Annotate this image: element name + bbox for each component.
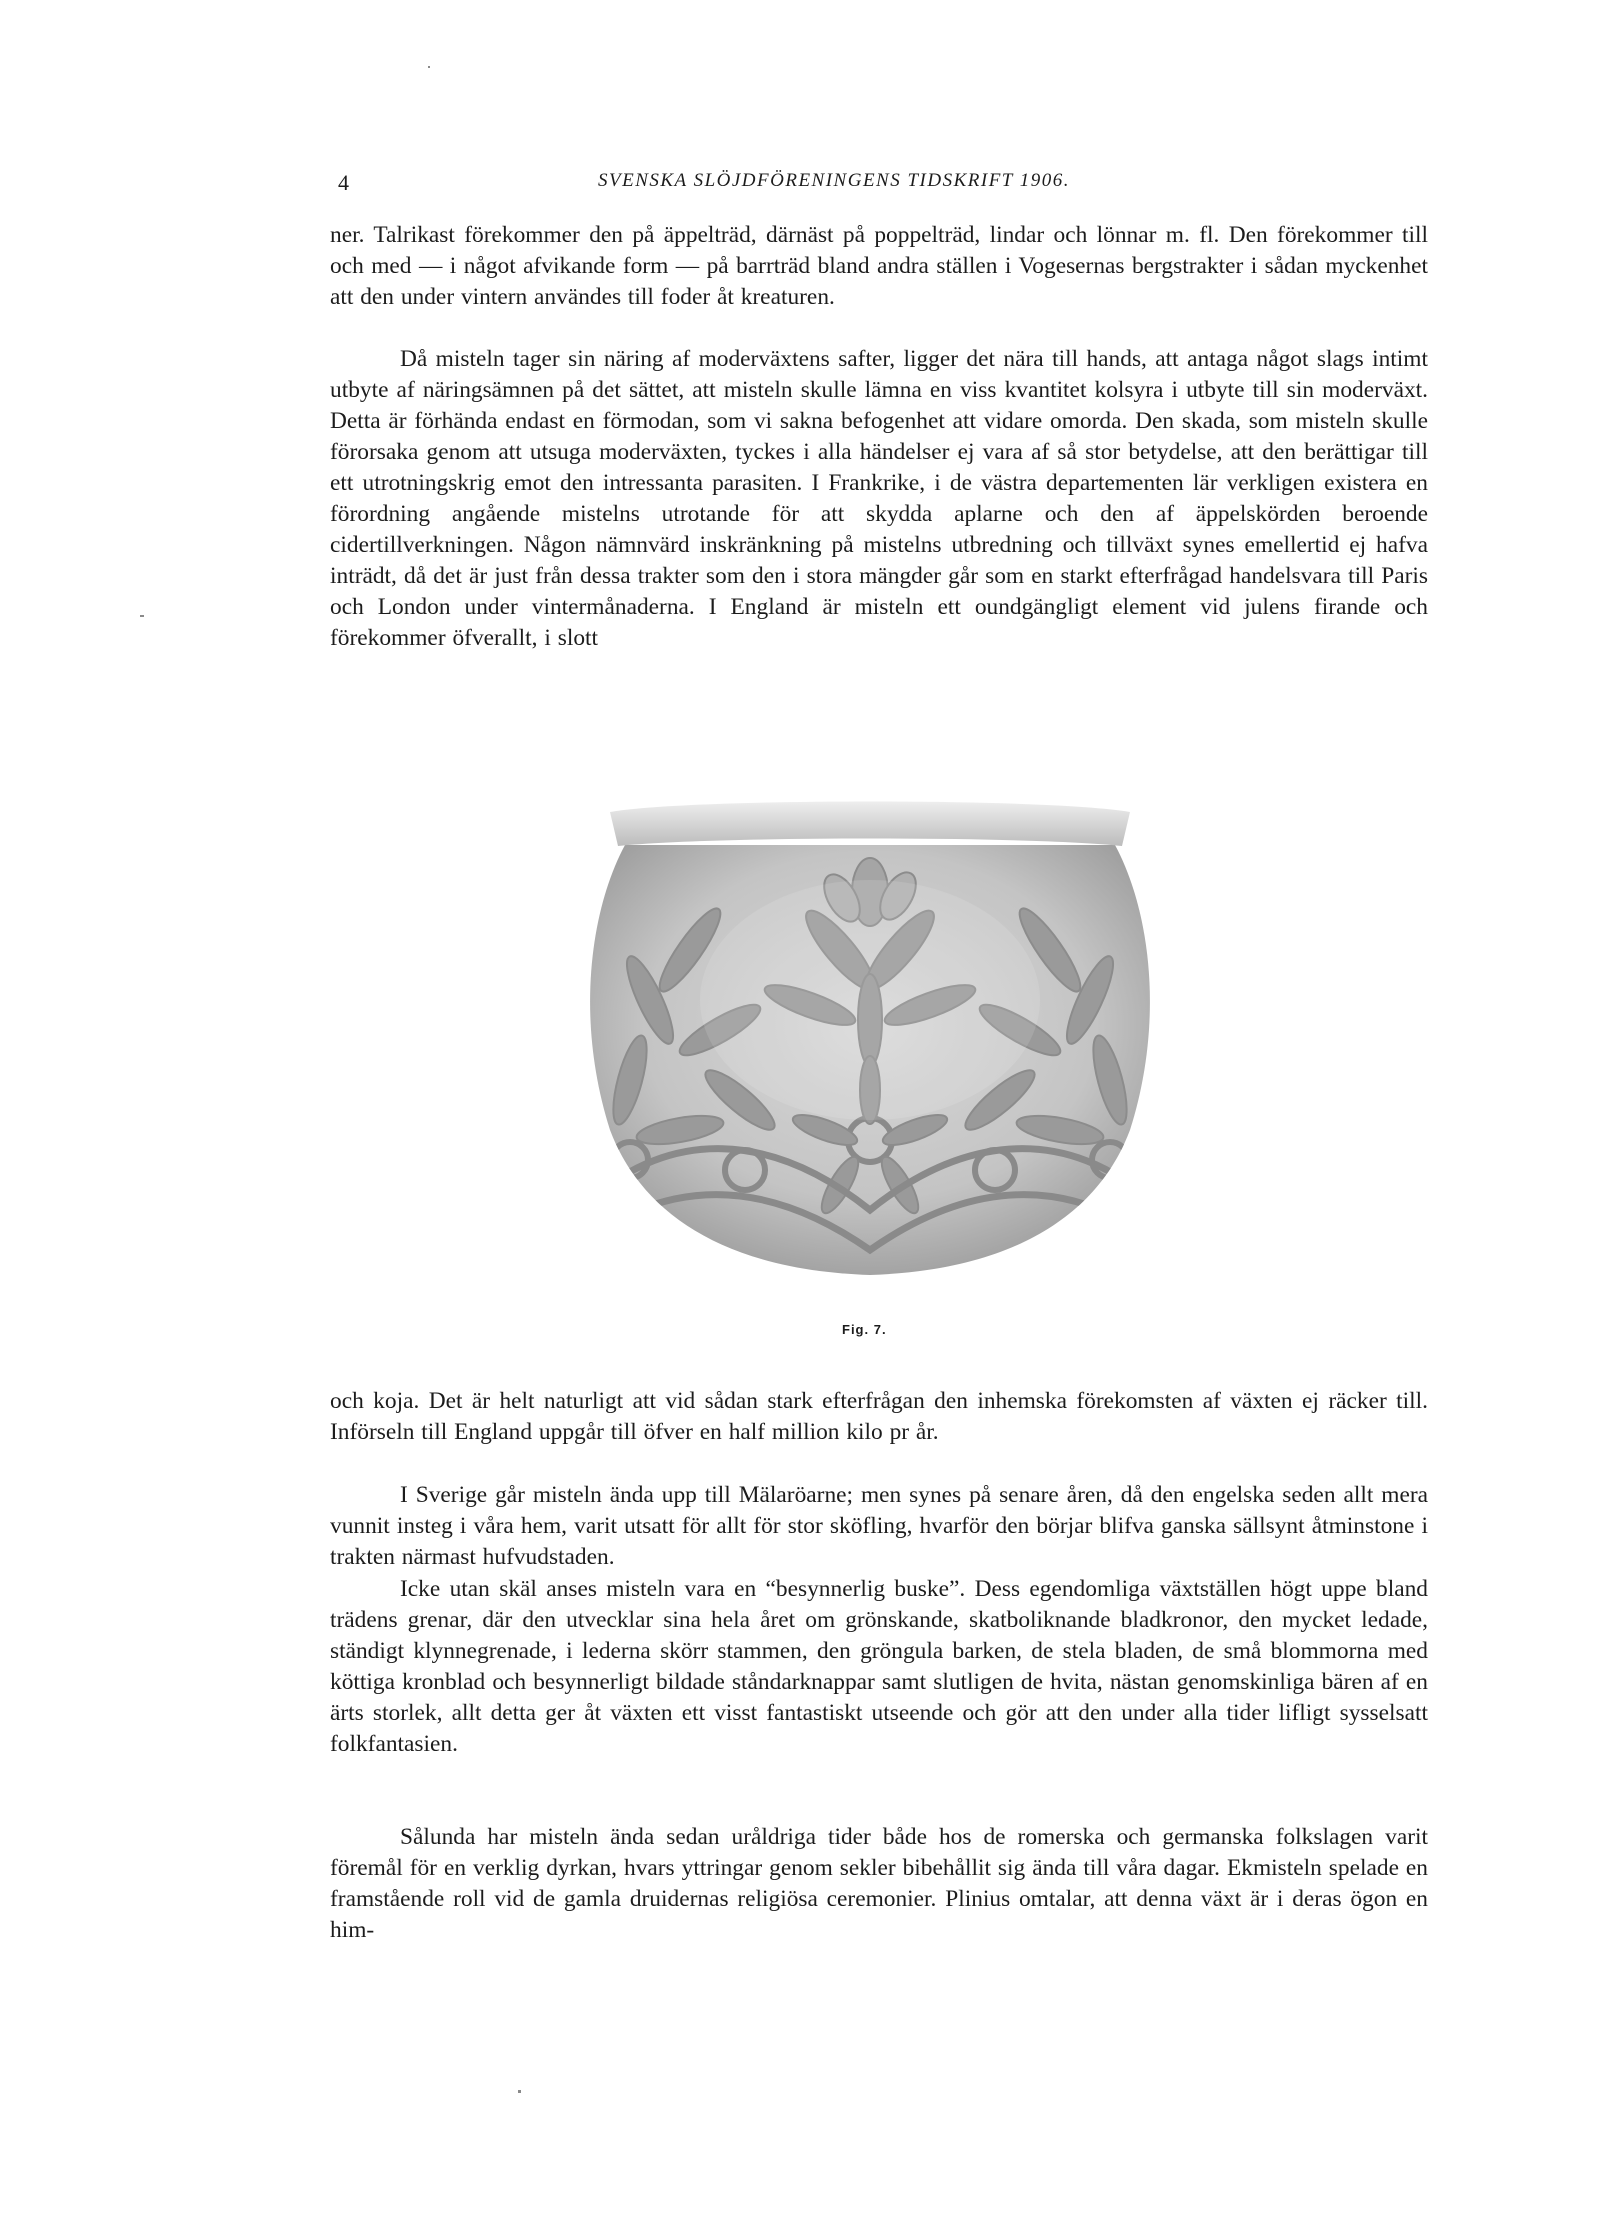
paragraph-6: Sålunda har misteln ända sedan uråldriga tider både hos de romerska och germanska folkslagen varit föremål för en verklig dyrkan, hvars yttringar genom sekler bibehållit sig ända till våra dagar. Ekmisteln spelade en framstående roll vid de gamla druidernas religiösa ceremonier. Plinius omtalar, att denna växt är i deras ögon en him- xyxy=(330,1824,1428,1943)
scan-speck xyxy=(428,66,430,68)
figure-caption: Fig. 7. xyxy=(842,1322,887,1337)
running-title: SVENSKA SLÖJDFÖRENINGENS TIDSKRIFT 1906. xyxy=(598,170,1071,191)
scan-speck xyxy=(140,615,144,617)
vase-rim xyxy=(610,802,1130,847)
paragraph-4: I Sverige går misteln ända upp till Mälaröarne; men synes på senare åren, då den engelska seden allt mera vunnit insteg i våra hem, varit utsatt för allt för stor sköfling, hvarför den börjar blifva ganska sällsynt åtminstone i trakten närmast hufvudstaden. xyxy=(330,1482,1428,1570)
scan-speck xyxy=(518,2090,521,2093)
paragraph-1: ner. Talrikast förekommer den på äppelträd, därnäst på poppelträd, lindar och lönnar m. fl. Den förekommer till och med — i något afvikande form — på barrträd bland andra ställen i Vogesernas bergstrakter i sådan myckenhet att den under vintern användes till foder åt kreaturen. xyxy=(330,222,1428,310)
paragraph-2: Då misteln tager sin näring af moderväxtens safter, ligger det nära till hands, att antaga något slags intimt utbyte af näringsämnen på det sättet, att misteln skulle lämna en viss kvantitet kolsyra i utbyte till sin moderväxt. Detta är förhända endast en förmodan, som vi sakna befogenhet att vidare omorda. Den skada, som misteln skulle förorsaka genom att utsuga moderväxten, tyckes i alla händelser ej vara af så stor betydelse, att den berättigar till ett utrotningskrig emot den intressanta parasiten. I Frankrike, i de västra departementen lär verkligen existera en förordning angående mistelns utrotande för att skydda aplarne och den af äppelskörden beroende cidertillverkningen. Någon nämnvärd inskränkning på mistelns utbredning och tillväxt synes emellertid ej hafva inträdt, då det är just från dessa trakter som den i stora mängder går som en starkt efterfrågad handelsvara till Paris och London under vintermånaderna. I England är misteln ett oundgängligt element vid julens firande och förekommer öfverallt, i slott xyxy=(330,346,1428,651)
paragraph-3: och koja. Det är helt naturligt att vid sådan stark efterfrågan den inhemska förekomsten af växten ej räcker till. Införseln till England uppgår till öfver en half million kilo pr år. xyxy=(330,1388,1428,1445)
page-header xyxy=(338,170,1438,202)
vase-image xyxy=(570,800,1170,1300)
paragraph-5: Icke utan skäl anses misteln vara en “besynnerlig buske”. Dess egendomliga växtställen högt uppe bland trädens grenar, där den utvecklar sina hela året om grönskande, skatboliknande bladkronor, den mycket ledade, ständigt klynnegrenade, i lederna skörr stammen, den gröngula barken, de stela bladen, de små blommorna med köttiga kronblad och besynnerligt bildade ståndarknappar samt slutligen de hvita, nästan genomskinliga bären af en ärts storlek, allt detta ger åt växten ett visst fantastiskt utseende och gör att den under alla tider lifligt sysselsatt folkfantasien. xyxy=(330,1576,1428,1757)
vase-figure xyxy=(570,800,1170,1300)
page-number: 4 xyxy=(338,170,349,195)
